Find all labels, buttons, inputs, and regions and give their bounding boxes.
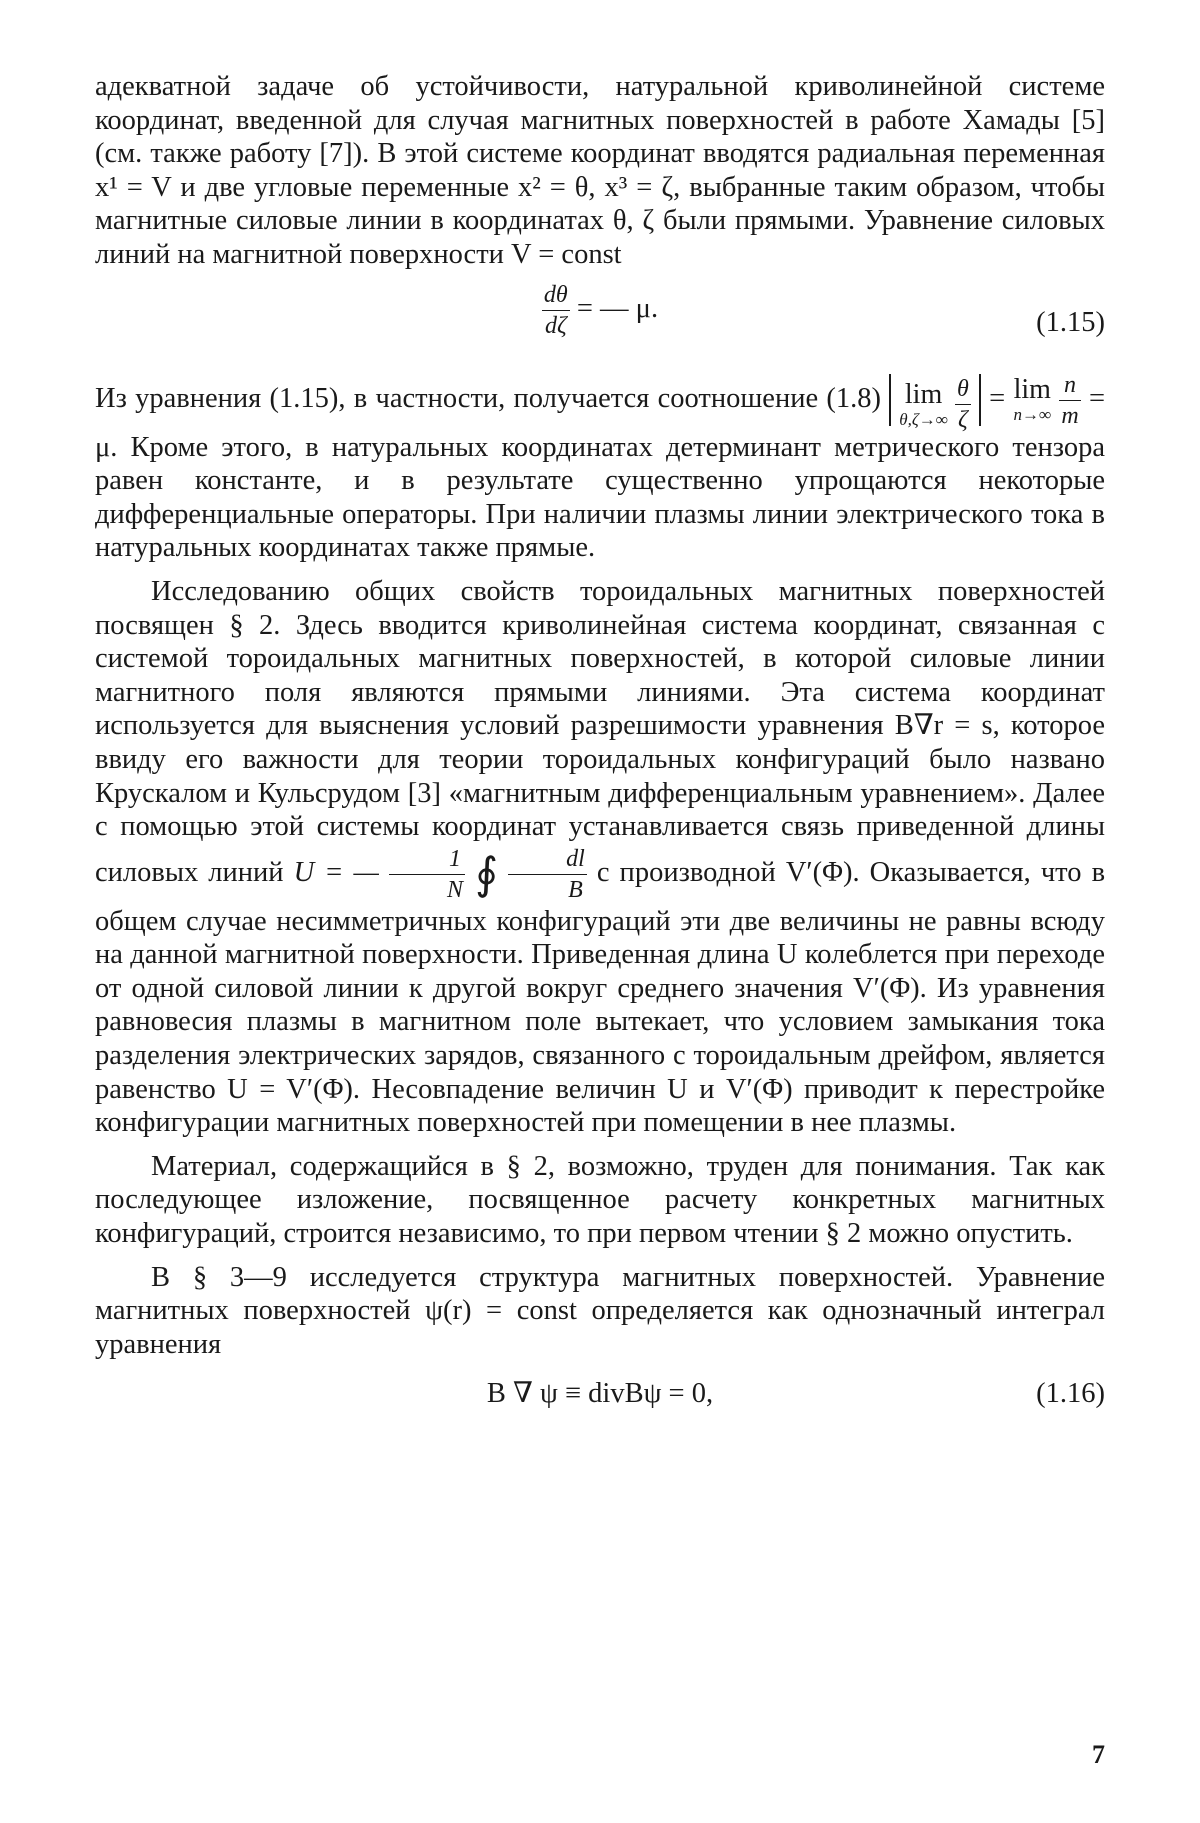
paragraph-2-start: Из уравнения (1.15), в частности, получается соотношение (1.8) — [95, 382, 881, 414]
paragraph-5: В § 3—9 исследуется структура магнитных поверхностей. Уравнение магнитных поверхностей ψ(r) = const определяется как однозначный интеграл уравнения — [95, 1261, 1105, 1360]
fraction-numerator: dθ — [542, 280, 570, 311]
formula-u-lhs: U = — — [293, 856, 379, 888]
paragraph-3 — [95, 575, 1105, 1140]
equation-number: (1.15) — [1036, 306, 1105, 338]
limit-rhs: = μ. — [95, 382, 1106, 463]
equals-sign: = — [989, 382, 1006, 414]
limit-operator: lim θ,ζ→∞ — [899, 378, 948, 429]
fraction-theta-zeta: $\frac{\theta}{\zeta}$ — [957, 376, 969, 434]
fraction-1-n: $\frac{1}{N}$ — [389, 844, 465, 905]
contour-integral-symbol: ∮ — [475, 849, 499, 899]
equation-1-16 — [95, 1371, 1105, 1417]
paragraph-3-before: Исследованию общих свойств тороидальных магнитных поверхностей посвящен § 2. Здесь вводится криволинейная система координат, связанная с системой тороидальных магнитных поверхностей, в которой силовые линии магнитного поля являются прямыми линиями. Эта система координат используется для выяснения условий разрешимости уравнения B∇r = s, которое ввиду его важности для теории тороидальных конфигураций было названо Крускалом и Кульсрудом [3] «магнитным дифференциальным уравнением». Далее с помощью этой системы координат устанавливается связь приведенной длины силовых линий — [95, 575, 1105, 888]
equation-rhs: = — μ. — [576, 292, 659, 324]
paragraph-4: Материал, содержащийся в § 2, возможно, труден для понимания. Так как последующее изложение, посвященное расчету конкретных магнитных конфигураций, строится независимо, то при первом чтении § 2 можно опустить. — [95, 1150, 1105, 1250]
main-text — [95, 70, 1105, 1417]
absolute-value-limit — [889, 374, 981, 434]
equation-number: (1.16) — [1036, 1378, 1105, 1410]
paragraph-1: адекватной задаче об устойчивости, натуральной криволинейной системе координат, введенной для случая магнитных поверхностей в работе Хамады [5] (см. также работу [7]). В этой системе координат вводятся радиальная переменная x¹ = V и две угловые переменные x² = θ, x³ = ζ, выбранные таким образом, чтобы магнитные силовые линии в координатах θ, ζ были прямыми. Уравнение силовых линий на магнитной поверхности V = const — [95, 71, 1105, 270]
page-number: 7 — [1092, 1740, 1105, 1769]
fraction-dl-b: $\frac{dl}{B}$ — [508, 844, 587, 905]
equation-1-15 — [95, 280, 1105, 364]
fraction-dtheta-dzeta — [542, 280, 570, 341]
limit-operator-2: lim n→∞ — [1013, 374, 1052, 425]
paragraph-2 — [95, 370, 1105, 565]
equation-expression: B ∇ ψ ≡ divBψ = 0, — [486, 1378, 714, 1410]
paragraph-3-after: с производной V′(Φ). Оказывается, что в общем случае несимметричных конфигураций эти две величины не равны всюду на данной магнитной поверхности. Приведенная длина U колеблется при переходе от одной силовой линии к другой вокруг среднего значения V′(Φ). Из уравнения равновесия плазмы в магнитном поле вытекает, что условием замыкания тока разделения электрических зарядов, связанного с тороидальным дрейфом, является равенство U = V′(Φ). Несовпадение величин U и V′(Φ) приводит к перестройке конфигурации магнитных поверхностей при помещении в нее плазмы. — [95, 856, 1106, 1139]
fraction-denominator: dζ — [544, 312, 567, 339]
paragraph-2-rest: Кроме этого, в натуральных координатах детерминант метрического тензора равен константе, и в результате существенно упрощаются некоторые дифференциальные операторы. При наличии плазмы линии электрического тока в натуральных координатах также прямые. — [95, 431, 1105, 564]
fraction-n-m: $\frac{n}{m}$ — [1061, 371, 1079, 429]
